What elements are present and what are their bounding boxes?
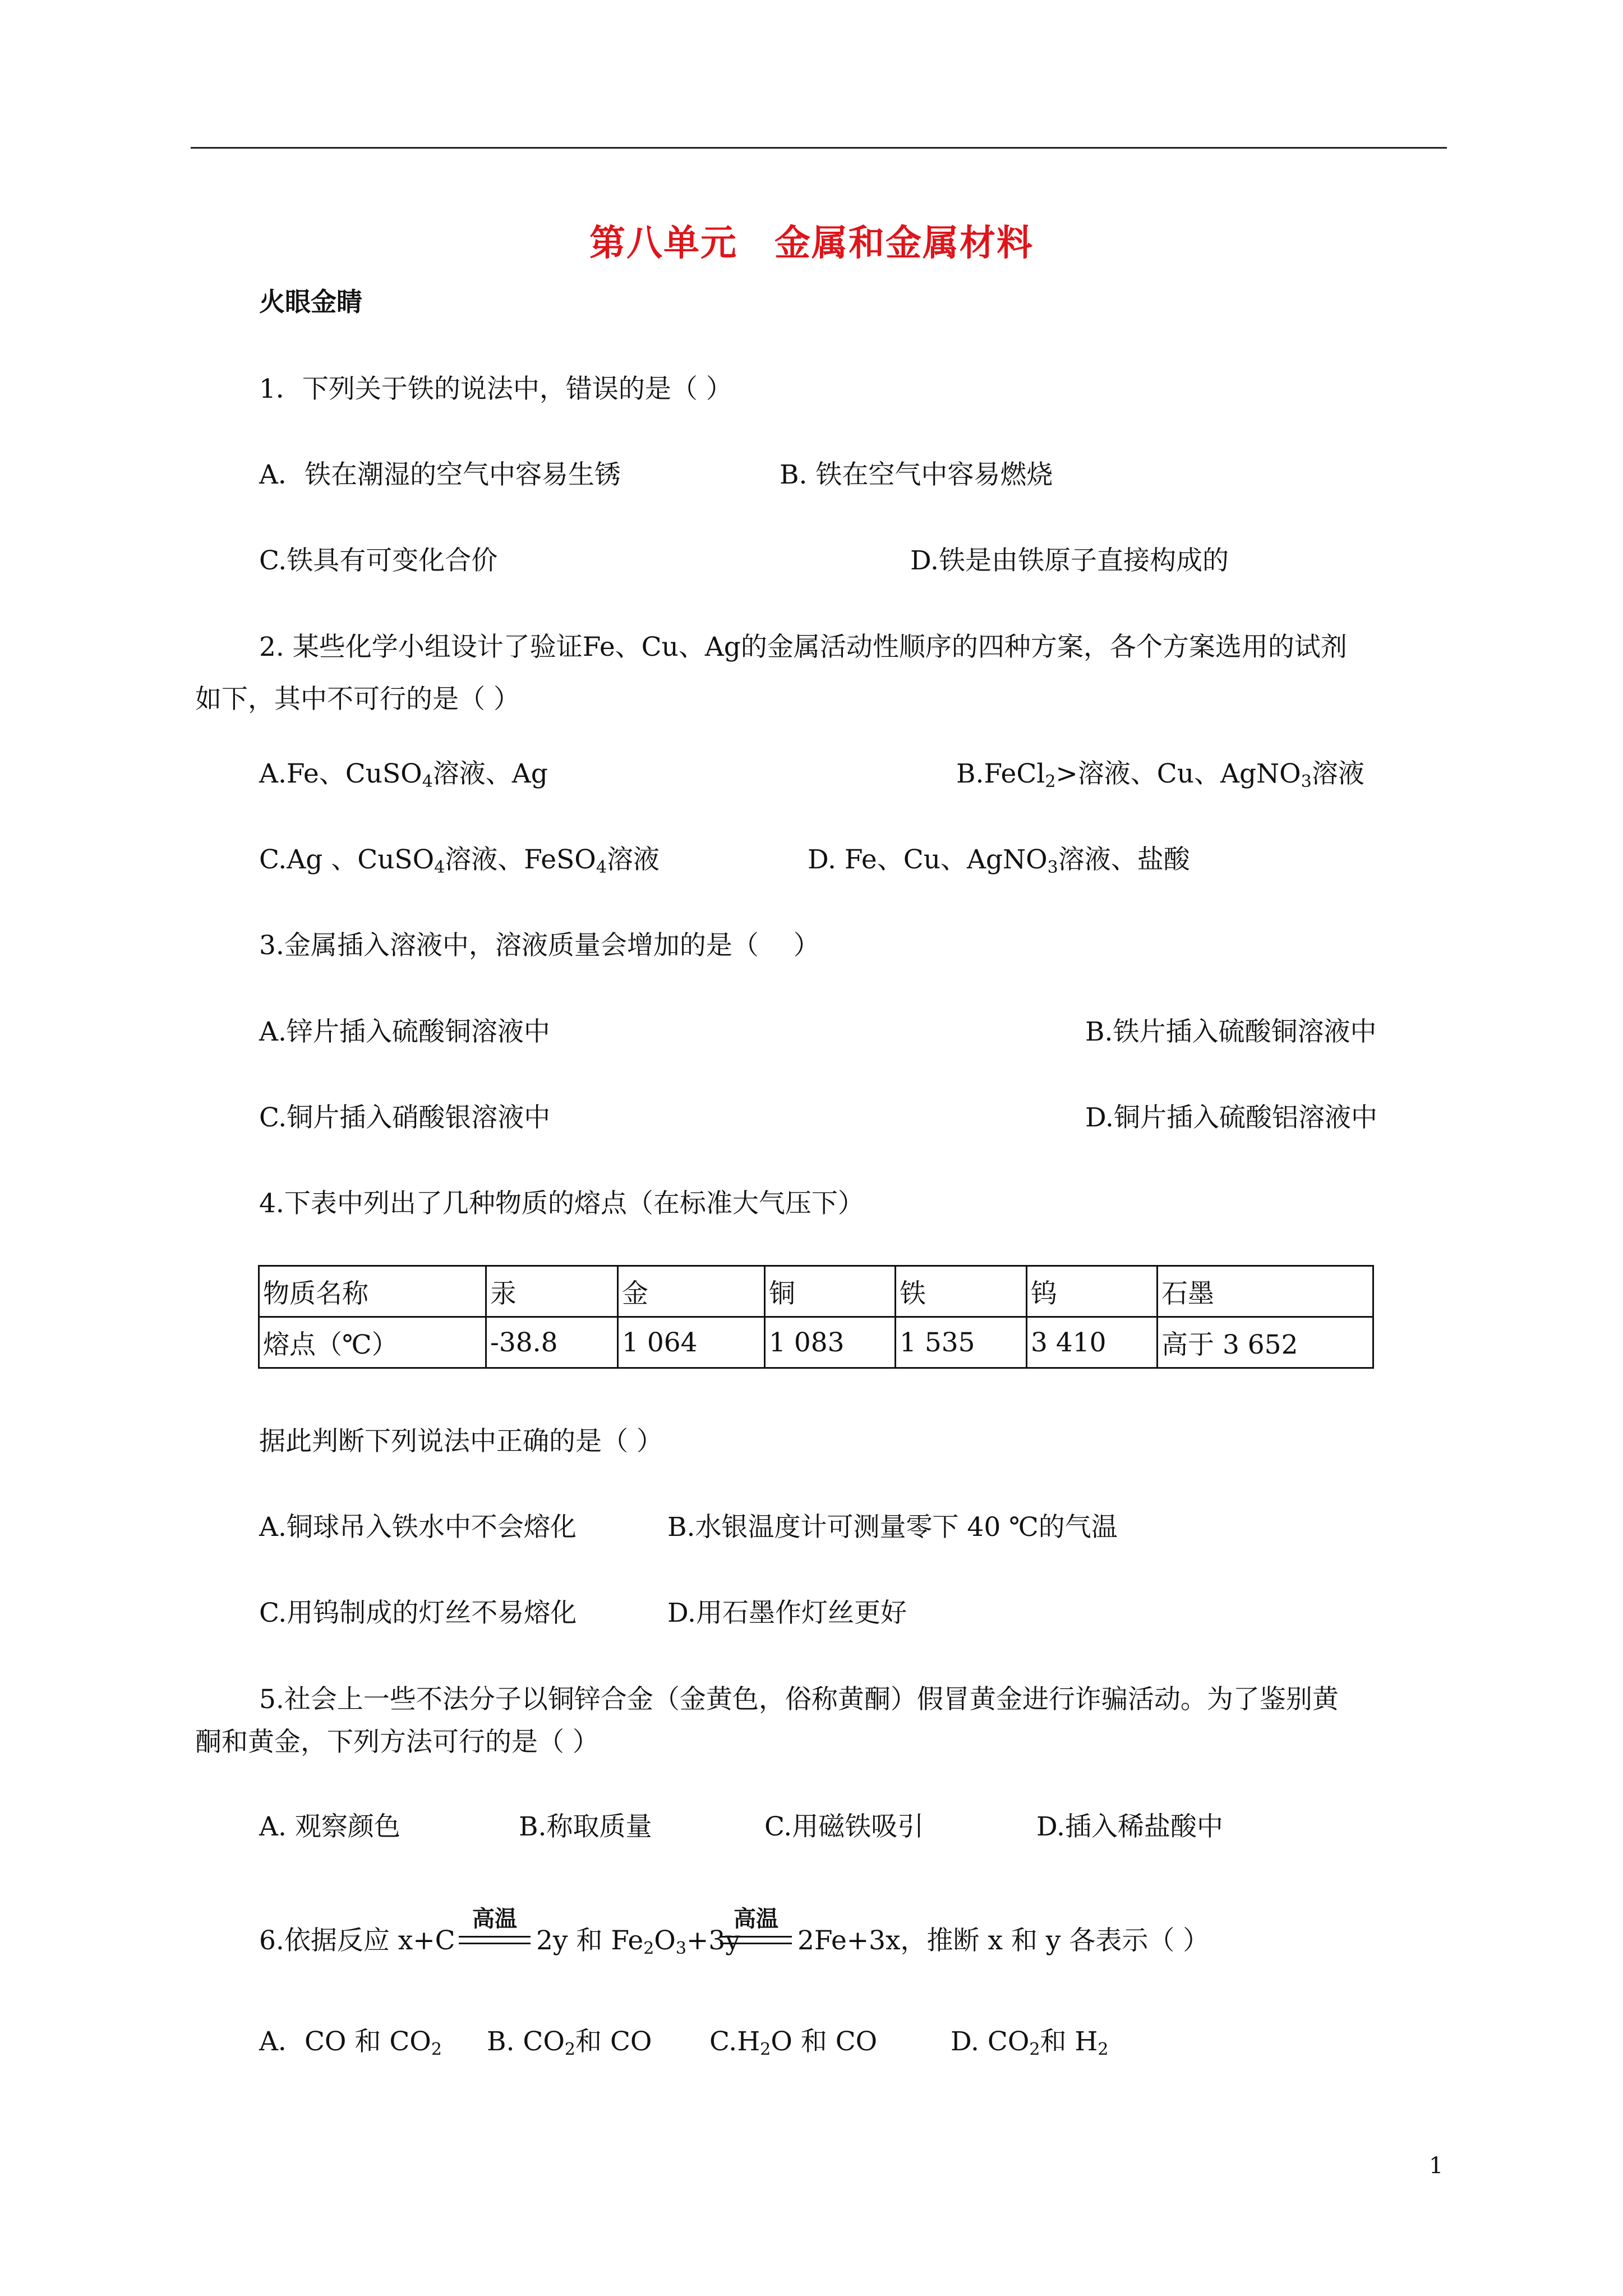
q5-option-a: A. 观察颜色 <box>259 1811 400 1842</box>
q6-option-c: $C.H_2O$ 和 CO <box>709 2026 878 2059</box>
table-cell: 汞 <box>486 1266 618 1317</box>
table-row <box>259 1317 1373 1368</box>
page-title: 第八单元 金属和金属材料 <box>589 222 1034 264</box>
q6-option-b: B. $CO_2$和 CO <box>487 2026 652 2059</box>
page-number: 1 <box>1429 2153 1444 2179</box>
table-cell: 熔点（℃） <box>259 1317 486 1368</box>
q6-option-d: D. $CO_2$和 $H_2$ <box>951 2026 1109 2059</box>
q1-option-a: A．铁在潮湿的空气中容易生锈 <box>259 459 621 490</box>
q4-ask: 据此判断下列说法中正确的是（ ） <box>259 1426 663 1457</box>
reaction-arrow-1 <box>459 1903 531 1952</box>
q4-stem: 4.下表中列出了几种物质的熔点（在标准大气压下） <box>259 1188 864 1219</box>
q4-option-c: C.用钨制成的灯丝不易熔化 <box>259 1598 577 1628</box>
table-cell: 物质名称 <box>259 1266 486 1317</box>
q3-stem: 3.金属插入溶液中，溶液质量会增加的是（ ） <box>259 930 820 961</box>
melting-point-table <box>258 1265 1374 1369</box>
q5-stem-line1: 5.社会上一些不法分子以铜锌合金（金黄色，俗称黄酮）假冒黄金进行诈骗活动。为了鉴别黄 <box>259 1684 1339 1715</box>
q3-option-b: B.铁片插入硫酸铜溶液中 <box>1085 1016 1377 1047</box>
table-cell: 1 083 <box>765 1317 896 1368</box>
q6-part5: 2Fe+3x，推断 x 和 y 各表示（ ） <box>797 1925 1210 1956</box>
table-cell: 石墨 <box>1158 1266 1373 1317</box>
table-cell: 金 <box>618 1266 765 1317</box>
q6-option-a: A．CO 和 $CO_2$ <box>259 2026 442 2059</box>
table-cell: 钨 <box>1027 1266 1158 1317</box>
q2-option-b: B.FeCl$_2$>溶液、Cu、AgNO$_3$溶液 <box>956 758 1364 792</box>
table-cell: 铁 <box>896 1266 1027 1317</box>
q2-stem-line2: 如下，其中不可行的是（ ） <box>195 684 520 715</box>
q5-option-d: D.插入稀盐酸中 <box>1036 1811 1223 1842</box>
q4-option-a: A.铜球吊入铁水中不会熔化 <box>259 1512 577 1543</box>
table-cell: 高于 3 652 <box>1158 1317 1373 1368</box>
reaction-condition: 高温 <box>472 1906 517 1932</box>
table-cell: 铜 <box>765 1266 896 1317</box>
q5-stem-line2: 酮和黄金，下列方法可行的是（ ） <box>195 1727 599 1757</box>
table-cell: 3 410 <box>1027 1317 1158 1368</box>
table-cell: -38.8 <box>486 1317 618 1368</box>
q1-stem: 1．下列关于铁的说法中，错误的是（ ） <box>259 374 732 404</box>
q2-option-c: C.Ag 、CuSO$_4$溶液、FeSO$_4$溶液 <box>259 844 660 877</box>
q1-option-d: D.铁是由铁原子直接构成的 <box>910 545 1229 576</box>
q1-option-b: B. 铁在空气中容易燃烧 <box>780 459 1053 490</box>
double-line <box>459 1943 531 1944</box>
q1-option-c: C.铁具有可变化合价 <box>259 545 498 576</box>
q3-option-d: D.铜片插入硫酸铝溶液中 <box>1085 1102 1377 1133</box>
q2-stem-line1: 2. 某些化学小组设计了验证Fe、Cu、Ag的金属活动性顺序的四种方案，各个方案选用的试剂 <box>259 632 1347 662</box>
header-rule <box>191 147 1447 149</box>
double-line <box>720 1943 792 1944</box>
section-heading: 火眼金睛 <box>259 287 362 317</box>
q6-part1: 6.依据反应 x+C <box>259 1925 455 1956</box>
q3-option-c: C.铜片插入硝酸银溶液中 <box>259 1102 551 1133</box>
q6-part2: 2y 和 $Fe_2O_3+3y$ <box>536 1925 740 1958</box>
table-cell: 1 535 <box>896 1317 1027 1368</box>
q5-option-c: C.用磁铁吸引 <box>764 1811 924 1842</box>
q3-option-a: A.锌片插入硫酸铜溶液中 <box>259 1016 550 1047</box>
double-line <box>459 1936 531 1938</box>
q2-option-a: A.Fe、CuSO$_4$溶液、Ag <box>259 758 548 792</box>
q2-option-d: D. Fe、Cu、AgNO$_3$溶液、盐酸 <box>808 844 1190 877</box>
reaction-arrow-2 <box>720 1903 792 1952</box>
q4-option-d: D.用石墨作灯丝更好 <box>667 1598 907 1628</box>
table-cell: 1 064 <box>618 1317 765 1368</box>
double-line <box>720 1936 792 1938</box>
q4-option-b: B.水银温度计可测量零下 40 ℃的气温 <box>667 1512 1118 1543</box>
table-row <box>259 1266 1373 1317</box>
q5-option-b: B.称取质量 <box>519 1811 652 1842</box>
reaction-condition: 高温 <box>734 1906 778 1932</box>
